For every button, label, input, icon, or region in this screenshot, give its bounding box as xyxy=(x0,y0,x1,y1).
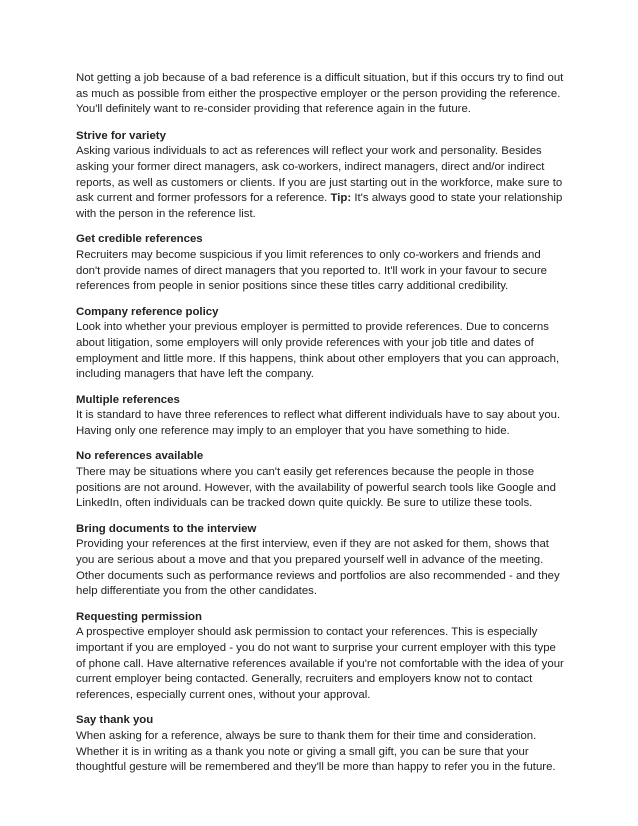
section-body: It is standard to have three references to reflect what different individuals have to say about you. Having only one reference may imply to an employer that you have something to hide. xyxy=(76,409,561,437)
section-title: Say thank you xyxy=(76,714,154,727)
section-title: Bring documents to the interview xyxy=(76,522,257,535)
document-page xyxy=(76,71,568,786)
section-requesting-permission xyxy=(76,610,568,704)
section-title: Multiple references xyxy=(76,393,180,406)
section-title: Requesting permission xyxy=(76,610,202,623)
tip-label: Tip: xyxy=(330,192,352,205)
section-no-references-available xyxy=(76,449,568,511)
section-title: No references available xyxy=(76,450,204,463)
section-body-text: Asking various individuals to act as references will reflect your work and personality. Besides asking your former direct managers, ask co-workers, indirect managers, direct and/or indirect reports, as well as customers or clients. If you are just starting out in the workforce, make sure to ask current and former professors for a reference. xyxy=(76,145,563,205)
section-title: Strive for variety xyxy=(76,129,166,142)
section-title: Get credible references xyxy=(76,233,203,246)
intro-paragraph: Not getting a job because of a bad reference is a difficult situation, but if this occurs try to find out as much as possible from either the prospective employer or the person providing the reference. You'll definitely want to re-consider providing that reference again in the future. xyxy=(76,72,564,116)
section-body: Look into whether your previous employer is permitted to provide references. Due to concerns about litigation, some employers will only provide references with your job title and dates of employment and little more. If this happens, think about other employers that you can approach, including managers that have left the company. xyxy=(76,321,560,381)
section-body: Providing your references at the first interview, even if they are not asked for them, shows that you are serious about a move and that you prepared yourself well in advance of the meeting. Other documents such as performance reviews and portfolios are also recommended - and they help differentiate you from the other candidates. xyxy=(76,538,560,598)
section-body: A prospective employer should ask permission to contact your references. This is especially important if you are employed - you do not want to surprise your current employer with this type of phone call. Have alternative references available if you're not comfortable with the idea of your current employer being contacted. Generally, recruiters and employers know not to contact references, especially current ones, without your approval. xyxy=(76,626,564,701)
section-get-credible-references xyxy=(76,232,568,294)
section-body: There may be situations where you can't easily get references because the people in those positions are not around. However, with the availability of powerful search tools like Google and LinkedIn, often individuals can be tracked down quite quickly. Be sure to utilize these tools. xyxy=(76,466,556,510)
section-multiple-references xyxy=(76,393,568,440)
section-body: When asking for a reference, always be sure to thank them for their time and consideration. Whether it is in writing as a thank you note or giving a small gift, you can be sure that your thoughtful gesture will be remembered and they'll be more than happy to refer you in the future. xyxy=(76,729,556,774)
section-body xyxy=(76,144,568,222)
section-bring-documents xyxy=(76,522,568,600)
tip-text: It's always good to state your relationship with the person in the reference list. xyxy=(76,192,563,220)
section-strive-for-variety xyxy=(76,129,568,223)
section-company-reference-policy xyxy=(76,305,568,383)
section-say-thank-you xyxy=(76,713,568,775)
section-body: Recruiters may become suspicious if you limit references to only co-workers and friends and don't provide names of direct managers that you reported to. It'll work in your favour to secure references from people in senior positions since these titles carry additional credibility. xyxy=(76,248,547,293)
section-title: Company reference policy xyxy=(76,305,219,318)
